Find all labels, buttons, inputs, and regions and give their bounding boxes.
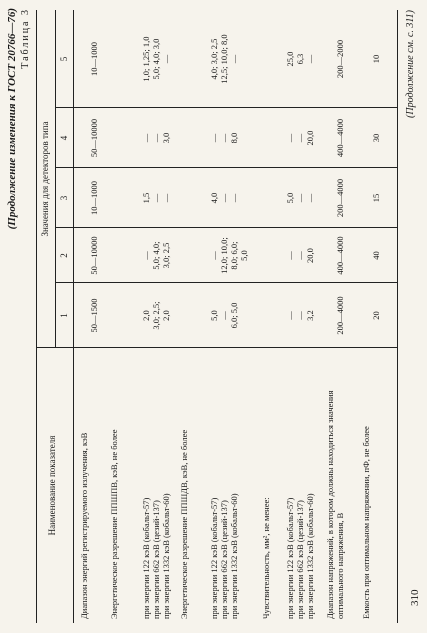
cell-value: 20 [371,311,381,320]
row-label: при энергии 122 кэВ (кобальт-57) при энергии 662 кэВ (цезий-137) при энергии 1332 кэВ (кобальт-60) [141,493,171,619]
cell-value: 1,5 — — [141,192,171,204]
type-header-4: 4 [59,135,69,141]
cell-value: — — 20,0 [285,130,315,146]
row-label: Емкость при оптимальном напряжении, пФ, не более [361,426,371,619]
type-header-1: 1 [59,313,69,318]
continuation-note: (Продолжение см. с. 311) [405,10,416,118]
cell-value: 5,0 — 6,0; 5,0 [209,302,239,329]
header-bottom [73,10,74,623]
row-label: при энергии 122 кэВ (кобальт-57) при энергии 662 кэВ (цезий-137) при энергии 1332 кэВ (кобальт-60) [209,493,239,619]
row-label: Энергетическое разрешение ППШПВ, кэВ, не более [109,429,119,619]
cell-value: 25,0 6,3 — [285,51,315,67]
cell-value: 30 [371,133,381,143]
cell-value: 400—4000 [335,236,345,275]
cell-value: 50—1500 [89,298,99,333]
cell-value: — — 20,0 [285,248,315,263]
cell-value: 1,0; 1,25; 1,0 5,0; 4,0; 3,0 — [141,36,171,82]
cell-value: — 12,0; 10,0; 8,0; 6,0; 5,0 [209,237,249,274]
cell-value: 200—4000 [335,296,345,335]
cell-value: — — 8,0 [209,132,239,144]
header-divider [55,10,56,348]
cell-value: 4,0 — — [209,192,239,204]
cell-value: 400—4000 [335,118,345,158]
cell-value: — 5,0; 4,0; 3,0; 2,5 [141,241,171,270]
cell-value: 10—1000 [89,181,99,215]
type-header-3: 3 [59,195,69,201]
type-header-2: 2 [59,253,69,258]
cell-value: — — 3,2 [285,310,315,321]
cell-value: 40 [371,251,381,260]
row-label: Диапазон энергий регистрируемого излучения, кэВ [79,432,89,619]
cell-value: 200—4000 [335,178,345,218]
cell-value: 10 [371,54,381,64]
cell-value: 10—1000 [89,42,99,76]
row-label: Диапазон напряжений, в котором должны находиться значения оптимального напряжения, В [325,390,345,619]
page-number: 310 [409,589,421,606]
cell-value: 200—2000 [335,39,345,79]
row-label: Энергетическое разрешение ППШДВ, кэВ, не более [179,429,189,619]
cell-value: 2,0 3,0; 2,5; 2,0 [141,301,171,330]
cell-value: 5,0 — — [285,192,315,204]
cell-value: 15 [371,193,381,203]
name-column-header: Наименование показателя [47,435,57,536]
cell-value: 50—10000 [89,236,99,275]
cell-value: — — 3,0 [141,132,171,144]
type-header-5: 5 [59,56,69,62]
page-header: (Продолжение изменения к ГОСТ 20766—76) [6,8,18,230]
cell-value: 4,0; 3,0; 2,5 12,5; 10,0; 8,0 — [209,34,239,84]
row-label: Чувствительность, мм², не менее: [261,497,271,619]
group-column-header: Значения для детекторов типа [40,121,50,237]
table-label: Таблица 3 [20,8,31,69]
cell-value: 50—10000 [89,118,99,158]
row-label: при энергии 122 кэВ (кобальт-57) при энергии 662 кэВ (цезий-137) при энергии 1332 кэВ (кобальт-60) [285,493,315,619]
data-table [36,10,398,623]
